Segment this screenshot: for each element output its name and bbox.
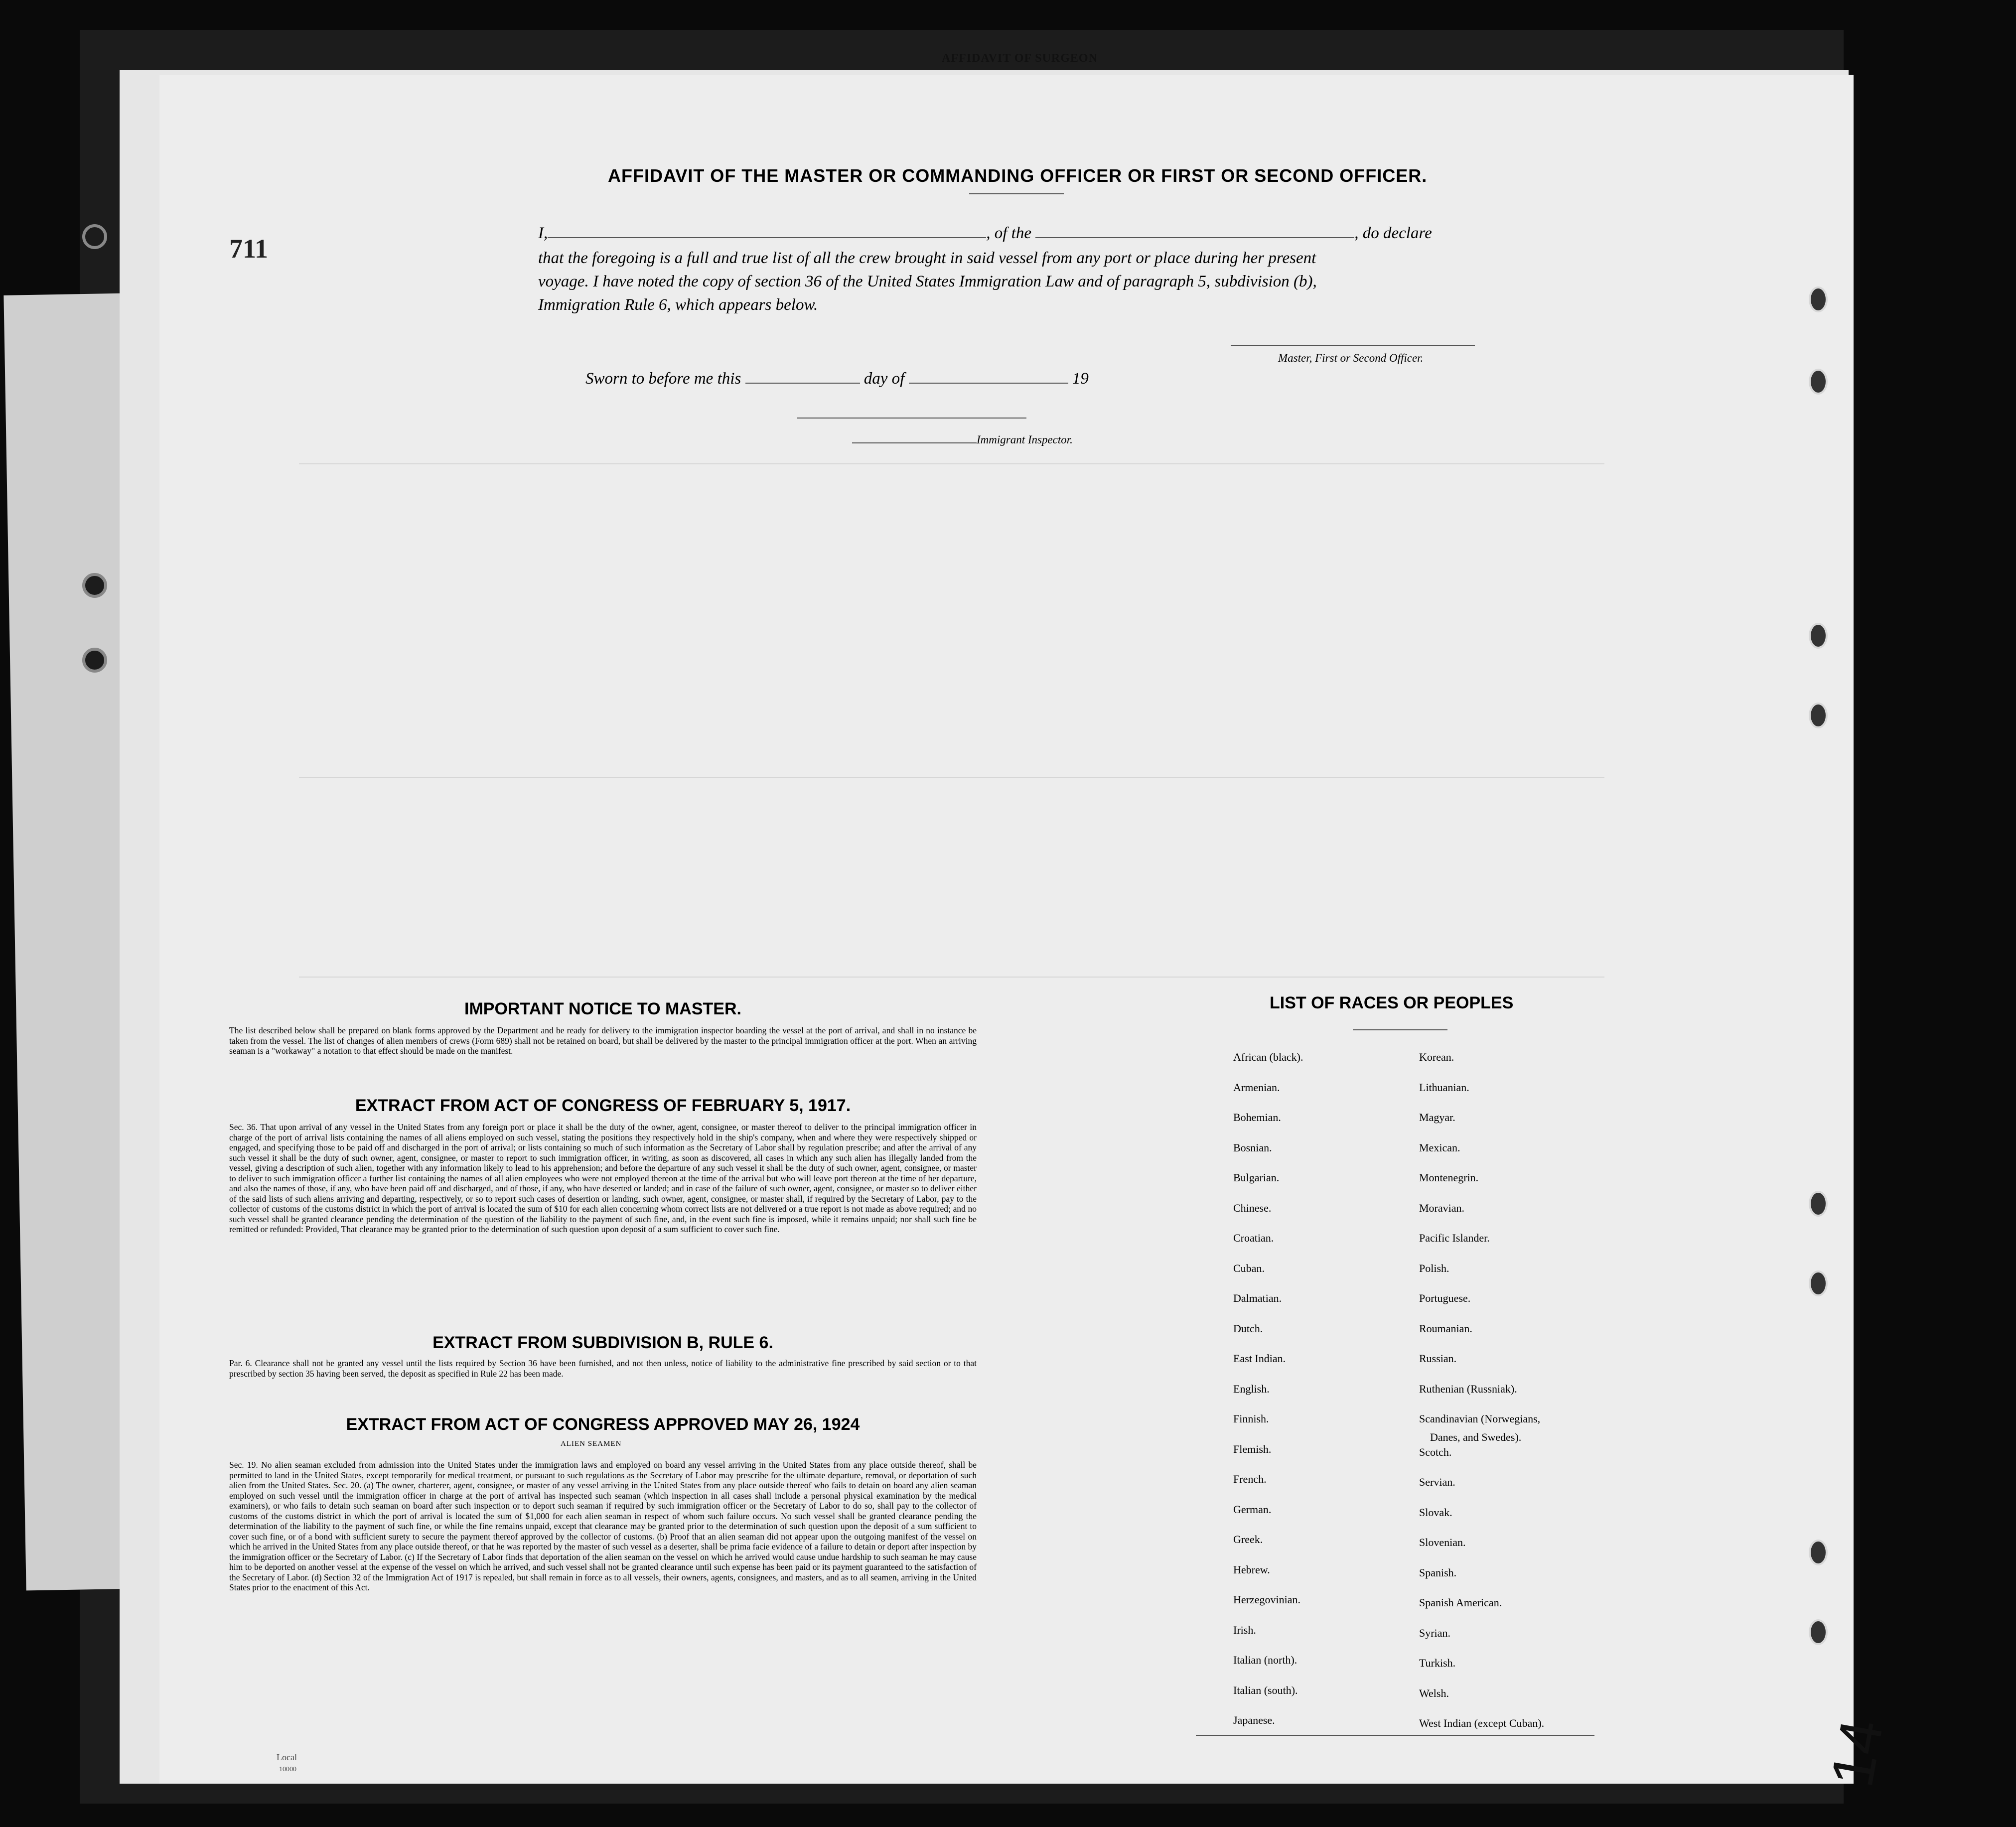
race-item: Magyar. [1419, 1111, 1455, 1124]
race-item: Flemish. [1233, 1442, 1272, 1455]
race-item: Hebrew. [1233, 1563, 1270, 1576]
race-item: Syrian. [1419, 1626, 1450, 1639]
race-item: Montenegrin. [1419, 1171, 1479, 1184]
race-item: Turkish. [1419, 1657, 1456, 1669]
race-item: Roumanian. [1419, 1322, 1472, 1335]
notice-subtitle-alien-seamen: ALIEN SEAMEN [561, 1440, 622, 1448]
race-item: Chinese. [1233, 1201, 1272, 1214]
race-item: French. [1233, 1473, 1267, 1485]
notice-body-master: The list described below shall be prepared on blank forms approved by the Department and be ready for delivery to the immigration inspector boarding the vessel at the port of arrival, and shall in no instance be taken from the vessel. The list of changes of alien members of crews (Form 689) shall not be retained on board, but shall be delivered by the master to the principal immigration officer at the port. When an arriving seaman is a "workaway" a notation to that effect should be made on the manifest. [229, 1025, 977, 1056]
race-item: Spanish. [1419, 1566, 1457, 1579]
page-mark: 711 [229, 234, 269, 264]
binder-hole-icon [82, 224, 107, 249]
race-item: Polish. [1419, 1262, 1449, 1274]
race-item-extra: Danes, and Swedes). [1430, 1431, 1522, 1443]
affidavit-title: AFFIDAVIT OF THE MASTER OR COMMANDING OFFICER OR FIRST OR SECOND OFFICER. [608, 165, 1428, 186]
sworn-line: Sworn to before me this day of 19 [585, 370, 1089, 388]
master-signature-line [1231, 345, 1475, 346]
local-label: Local [277, 1752, 297, 1762]
race-item: Bosnian. [1233, 1141, 1272, 1154]
race-item: Russian. [1419, 1352, 1457, 1365]
race-item: Slovak. [1419, 1506, 1452, 1519]
inspector-caption: Immigrant Inspector. [977, 433, 1073, 446]
notice-body-act-1924: Sec. 19. No alien seaman excluded from admission into the United States under the immigration laws and employed on board any vessel arriving in the United States from any place outside thereof, shall be permitted to land in the United States, except temporarily for medical treatment, or pursuant to such regulations as the Secretary of Labor may prescribe for the ultimate departure, removal, or deportation of such alien from the United States. Sec. 20. (a) The owner, charterer, agent, consignee, or master of any vessel arriving in the United States from any place outside thereof who fails to detain on board any alien seaman employed on such vessel until the immigration officer in charge at the port of arrival has inspected such seaman (which inspection in all cases shall include a personal physical examination by the medical examiners), or who fails to detain such seaman on board after such inspection or to deport such seaman if required by such immigration officer or the Secretary of Labor to do so, shall pay to the collector of customs of the customs district in which the port of arrival is located the sum of $1,000 for each alien seaman in respect of whom such failure occurs. No such vessel shall be granted clearance pending the determination of the liability to the payment of such fine, or while the fine remains unpaid, except that clearance may be granted prior to the determination of such question upon the deposit of a sum sufficient to cover such fine, or of a bond with sufficient surety to secure the payment thereof approved by the collector of customs. (b) Proof that an alien seaman did not appear upon the outgoing manifest of the vessel on which he arrived in the United States from any place outside thereof, or that he was reported by the master of such vessel as a deserter, shall be prima facie evidence of a failure to detain or deport after inspection by the immigration officer or the Secretary of Labor. (c) If the Secretary of Labor finds that deportation of the alien seaman on the vessel on which he arrived would cause undue hardship to such seaman he may cause him to be deported on another vessel at the expense of the vessel on which he arrived, and such vessel shall not be granted clearance until such expense has been paid or its payment guaranteed to the satisfaction of the Secretary of Labor. (d) Section 32 of the Immigration Act of 1917 is repealed, but shall remain in force as to all vessels, their owners, agents, consignees, and masters, and as to all seamen, arriving in the United States prior to the enactment of this Act. [229, 1460, 977, 1592]
race-item: East Indian. [1233, 1352, 1286, 1365]
race-item: Italian (north). [1233, 1654, 1297, 1666]
punch-hole-icon [1809, 1540, 1828, 1565]
race-item: Herzegovinian. [1233, 1593, 1300, 1606]
race-item: Spanish American. [1419, 1596, 1502, 1609]
ghost-rule [299, 463, 1604, 464]
race-item: Dutch. [1233, 1322, 1263, 1335]
inspector-signature-line [852, 442, 977, 443]
race-item: German. [1233, 1503, 1272, 1516]
race-item: Servian. [1419, 1476, 1455, 1488]
handwritten-side-number: 14 [1818, 1714, 1896, 1792]
ghost-rule [299, 777, 1604, 778]
notice-title-rule-6: EXTRACT FROM SUBDIVISION B, RULE 6. [432, 1333, 773, 1352]
race-item: Scandinavian (Norwegians, [1419, 1412, 1541, 1425]
race-item: Lithuanian. [1419, 1081, 1469, 1094]
race-item: Greek. [1233, 1533, 1263, 1546]
race-item: Japanese. [1233, 1714, 1275, 1726]
race-item: African (black). [1233, 1051, 1303, 1063]
notice-title-master: IMPORTANT NOTICE TO MASTER. [464, 999, 741, 1018]
notice-title-act-1917: EXTRACT FROM ACT OF CONGRESS OF FEBRUARY 5, 1917. [355, 1096, 851, 1115]
affidavit-line-4: Immigration Rule 6, which appears below. [538, 296, 818, 314]
race-item: Portuguese. [1419, 1292, 1471, 1304]
master-caption: Master, First or Second Officer. [1278, 352, 1424, 364]
ghost-rule [299, 977, 1604, 978]
affidavit-line-3: voyage. I have noted the copy of section 36 of the United States Immigration Law and of paragraph 5, subdivision (b), [538, 273, 1317, 290]
race-item: Bulgarian. [1233, 1171, 1280, 1184]
sworn-rule [797, 418, 1026, 419]
race-item: Italian (south). [1233, 1684, 1298, 1696]
notice-body-rule-6: Par. 6. Clearance shall not be granted any vessel until the lists required by Section 36 have been furnished, and not then unless, notice of liability to the administrative fine prescribed by said section or to that prescribed by section 35 having been served, the deposit as specified in Rule 22 has been made. [229, 1358, 977, 1379]
races-title: LIST OF RACES OR PEOPLES [1270, 993, 1514, 1012]
race-item: Moravian. [1419, 1201, 1465, 1214]
affidavit-line-2: that the foregoing is a full and true list of all the crew brought in said vessel from any port or place during her present [538, 249, 1316, 267]
bottom-rule [1196, 1735, 1594, 1736]
punch-hole-icon [1809, 1270, 1828, 1296]
race-item: Slovenian. [1419, 1536, 1466, 1548]
binder-hole-icon [82, 648, 107, 673]
punch-hole-icon [1809, 286, 1828, 312]
affidavit-line-1: I, , of the , do declare [538, 224, 1432, 242]
races-title-rule [1353, 1029, 1447, 1030]
race-item: West Indian (except Cuban). [1419, 1717, 1545, 1729]
race-item: Finnish. [1233, 1412, 1269, 1425]
punch-hole-icon [1809, 1619, 1828, 1645]
race-item: Bohemian. [1233, 1111, 1281, 1124]
race-item: Irish. [1233, 1623, 1256, 1636]
top-label: AFFIDAVIT OF SURGEON [942, 52, 1098, 65]
race-item: English. [1233, 1382, 1270, 1395]
notice-title-act-1924: EXTRACT FROM ACT OF CONGRESS APPROVED MAY 26, 1924 [346, 1415, 860, 1434]
title-rule [969, 193, 1064, 194]
punch-hole-icon [1809, 1191, 1828, 1217]
race-item: Armenian. [1233, 1081, 1280, 1094]
race-item: Pacific Islander. [1419, 1232, 1490, 1244]
punch-hole-icon [1809, 703, 1828, 728]
notice-body-act-1917: Sec. 36. That upon arrival of any vessel in the United States from any foreign port or place it shall be the duty of the owner, agent, consignee, or master thereof to deliver to the principal immigration officer in charge of the port of arrival lists containing the names of all aliens employed on such vessel, stating the positions they respectively hold in the ship's company, when and where they were respectively shipped or engaged, and specifying those to be paid off and discharged in the port of arrival; or lists containing so much of such information as the Secretary of Labor shall by regulation prescribe; and after the arrival of any such vessel it shall be the duty of such owner, agent, consignee, or master to report to such immigration officer, in writing, as soon as discovered, all cases in which any such alien has illegally landed from the vessel, giving a description of such alien, together with any information likely to lead to his apprehension; and before the departure of any such vessel it shall be the duty of such owner, agent, consignee, or master to deliver to such immigration officer a further list containing the names of all alien employees who were not employed thereon at the time of the arrival but who will leave port thereon at the time of her departure, and also the names of those, if any, who have been paid off and discharged, and of those, if any, who have deserted or landed; and in case of the failure of such owner, agent, consignee, or master so to deliver either of the said lists of such aliens arriving and departing, respectively, or so to report such cases of desertion or landing, such owner, agent, consignee, or master shall, if required by the Secretary of Labor, pay to the collector of customs of the customs district in which the port of arrival is located the sum of $10 for each alien concerning whom correct lists are not delivered or a true report is not made as above required; and no such vessel shall be granted clearance pending the determination of the question of the liability to the payment of such fine, and, in the event such fine is imposed, while it remains unpaid; nor shall such fine be remitted or refunded: Provided, That clearance may be granted prior to the determination of such question upon deposit of a sum sufficient to cover such fine. [229, 1122, 977, 1234]
race-item: Mexican. [1419, 1141, 1460, 1154]
binder-hole-icon [82, 573, 107, 598]
punch-hole-icon [1809, 369, 1828, 395]
local-code: 10000 [279, 1766, 296, 1773]
race-item: Welsh. [1419, 1686, 1449, 1699]
punch-hole-icon [1809, 623, 1828, 649]
race-item: Scotch. [1419, 1445, 1452, 1458]
race-item: Korean. [1419, 1051, 1454, 1063]
race-item: Dalmatian. [1233, 1292, 1282, 1304]
race-item: Croatian. [1233, 1232, 1274, 1244]
race-item: Ruthenian (Russniak). [1419, 1382, 1517, 1395]
race-item: Cuban. [1233, 1262, 1265, 1274]
